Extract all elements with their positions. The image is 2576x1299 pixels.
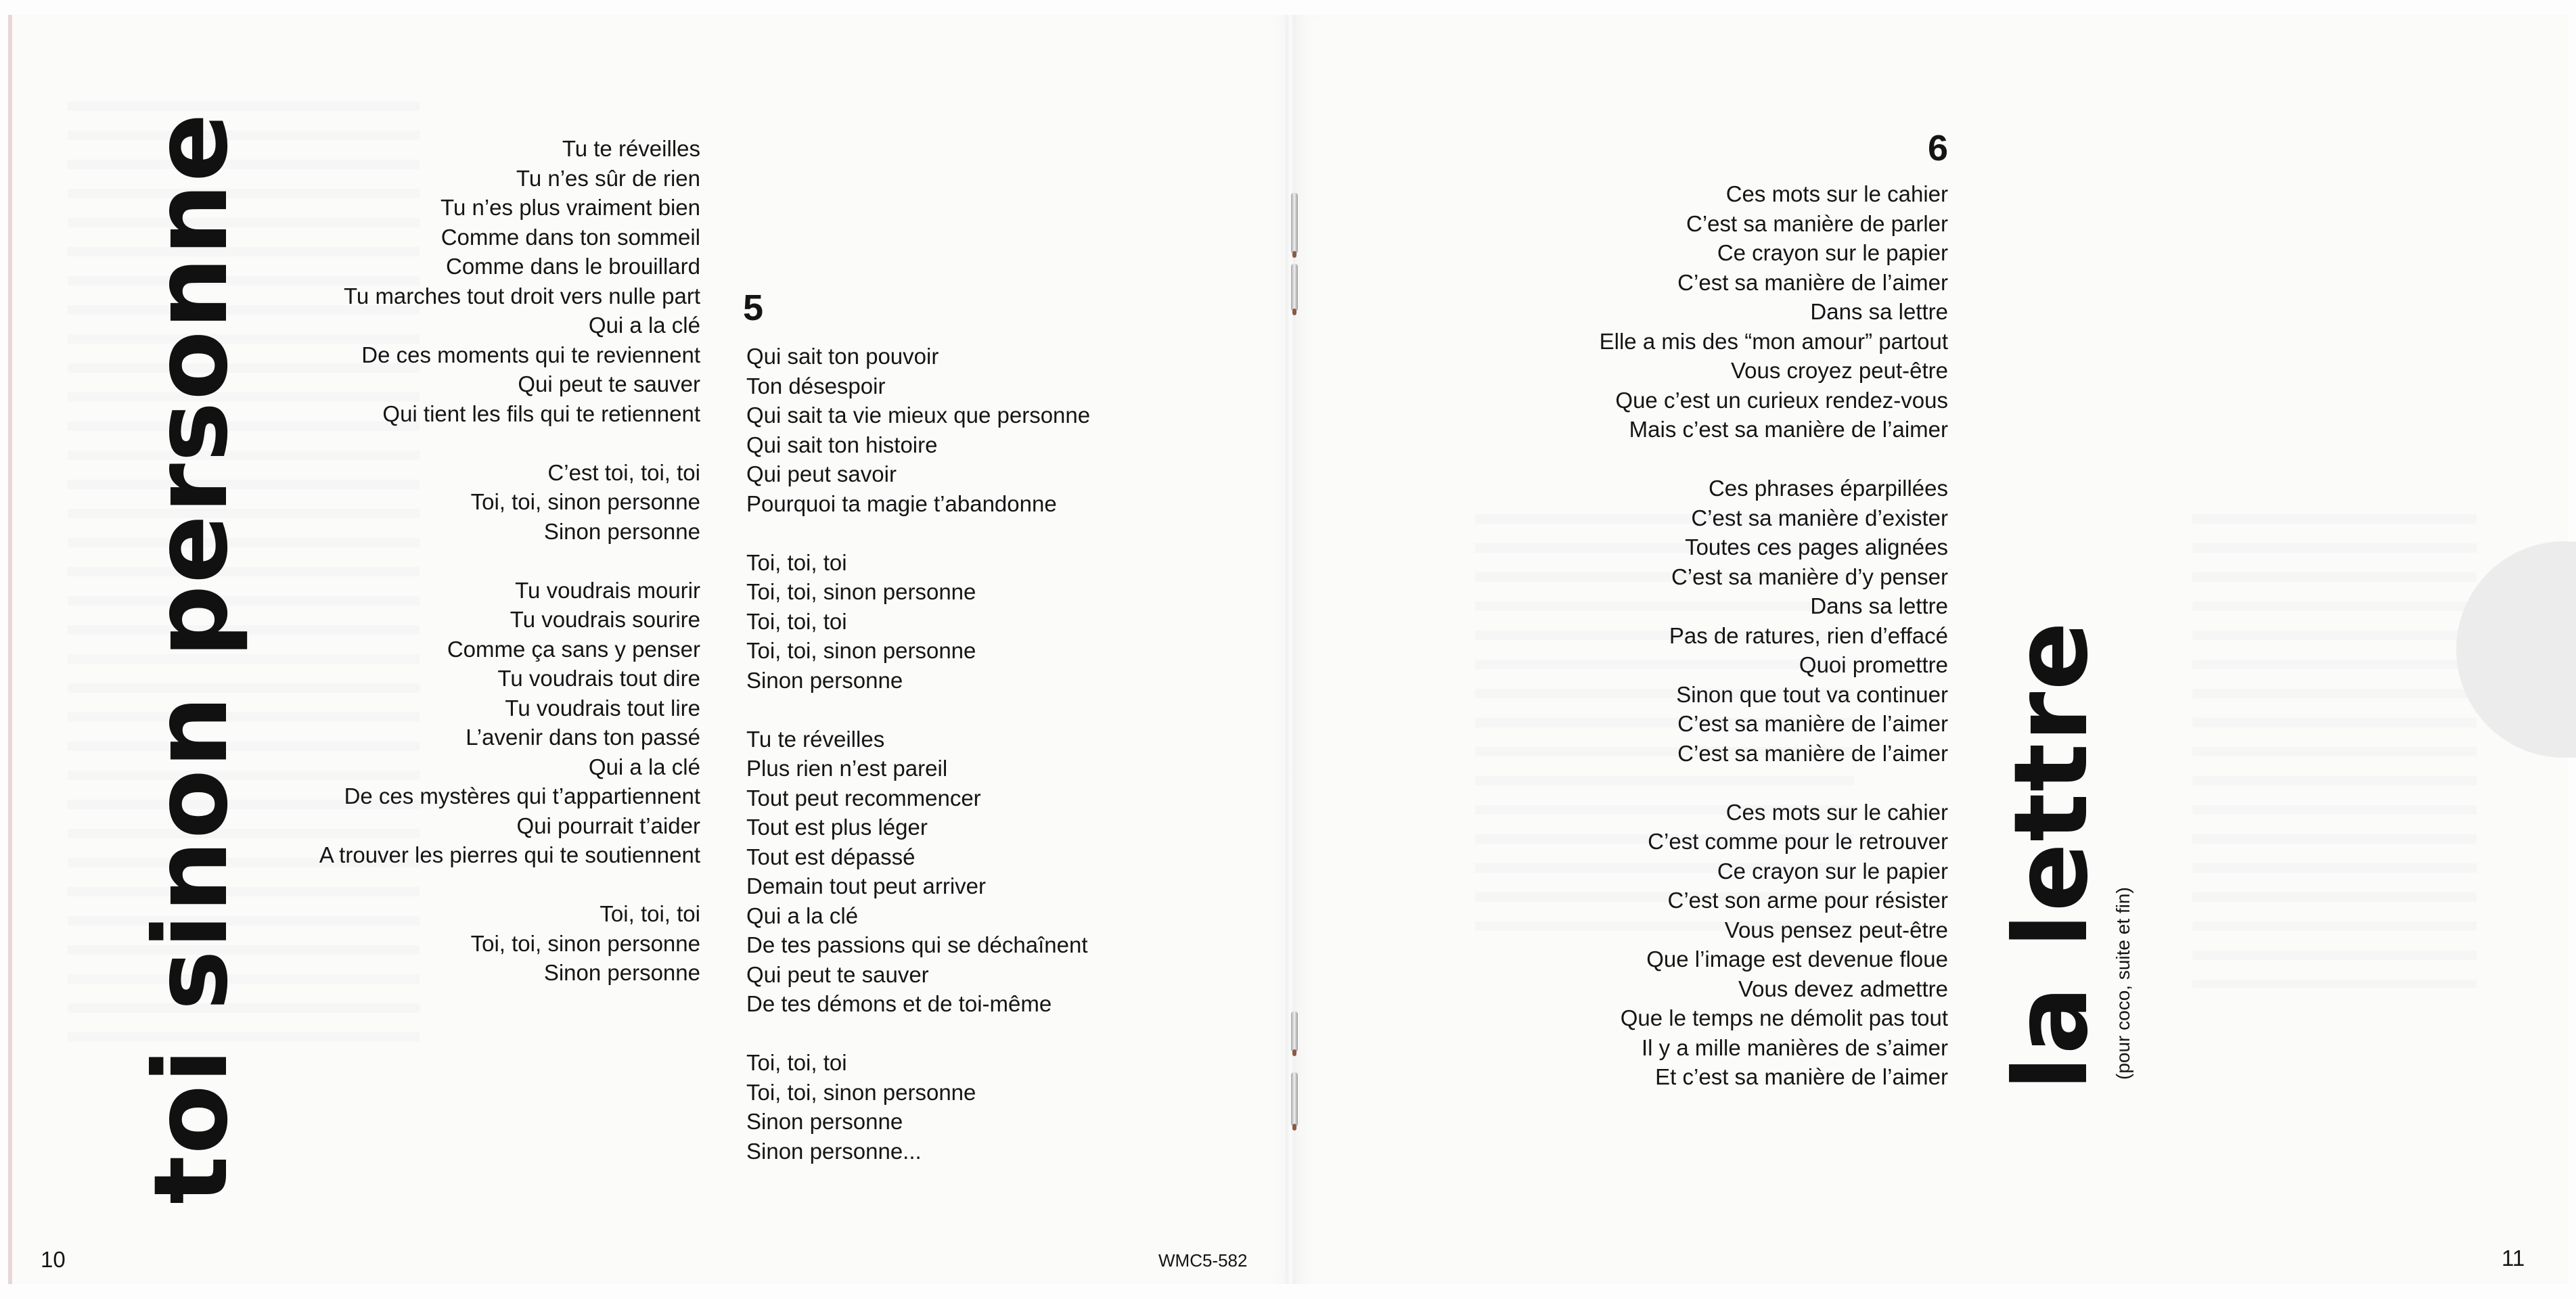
lyric-line: C’est sa manière de l’aimer — [1677, 269, 1948, 295]
stanza-break — [746, 1019, 1090, 1049]
staple-bottom — [1291, 1011, 1298, 1052]
lyric-line: Pas de ratures, rien d’effacé — [1669, 622, 1948, 648]
lyric-line: Ce crayon sur le papier — [1717, 858, 1948, 884]
lyric-line: Tu n’es plus vraiment bien — [440, 195, 700, 220]
stanza-break — [319, 546, 700, 576]
lyric-line: Vous croyez peut-être — [1730, 358, 1948, 383]
lyric-line: Toi, toi, toi — [746, 1050, 847, 1075]
lyrics-column-1 — [319, 134, 700, 988]
lyric-line: Sinon personne — [746, 1109, 903, 1134]
lyric-line: Comme dans le brouillard — [445, 254, 700, 279]
song-title-right: la lettre — [1993, 620, 2110, 1091]
lyric-line: Dans sa lettre — [1810, 593, 1948, 618]
lyric-line: Que c’est un curieux rendez-vous — [1615, 387, 1948, 413]
lyric-line: Tu voudrais tout lire — [505, 695, 700, 721]
lyric-line: Toi, toi, toi — [746, 549, 847, 575]
lyric-line: Tu voudrais sourire — [510, 607, 700, 632]
lyric-line: Qui sait ton histoire — [746, 432, 938, 457]
lyric-line: Que le temps ne démolit pas tout — [1620, 1005, 1948, 1030]
lyric-line: Sinon personne — [543, 518, 700, 544]
stanza-break — [746, 518, 1090, 548]
lyric-line: Tu te réveilles — [562, 136, 700, 161]
lyric-line: Tout est dépassé — [746, 844, 916, 869]
stanza-break — [319, 428, 700, 458]
lyric-line: C’est son arme pour résister — [1667, 888, 1948, 913]
lyric-line: C’est sa manière de l’aimer — [1677, 711, 1948, 736]
lyric-line: Plus rien n’est pareil — [746, 756, 948, 781]
lyric-line: Elle a mis des “mon amour” partout — [1599, 328, 1948, 354]
lyric-line: Mais c’est sa manière de l’aimer — [1629, 417, 1948, 442]
lyric-line: Tu marches tout droit vers nulle part — [343, 283, 700, 309]
lyric-line: Comme dans ton sommeil — [440, 224, 700, 250]
staple-bottom-lower — [1291, 1072, 1298, 1126]
lyric-line: Toi, toi, sinon personne — [746, 1079, 976, 1105]
lyric-line: Ce crayon sur le papier — [1717, 240, 1948, 265]
page-number-right: 11 — [2502, 1246, 2525, 1271]
show-through-text — [2192, 514, 2477, 988]
lyric-line: Qui pourrait t’aider — [516, 813, 700, 838]
lyric-line: Tu voudrais mourir — [515, 577, 700, 603]
song-subtitle: (pour coco, suite et fin) — [2112, 887, 2133, 1080]
page-number-left: 10 — [41, 1247, 66, 1272]
lyric-line: De tes passions qui se déchaînent — [746, 932, 1088, 957]
staple-top-lower — [1291, 264, 1298, 311]
lyric-line: Tu n’es sûr de rien — [516, 165, 700, 191]
lyric-line: C’est toi, toi, toi — [547, 459, 700, 485]
lyric-line: Quoi promettre — [1799, 652, 1948, 677]
lyric-line: Qui a la clé — [746, 903, 859, 928]
lyric-line: Ton désespoir — [746, 373, 886, 398]
lyric-line: De ces mystères qui t’appartiennent — [344, 783, 700, 808]
lyric-line: Qui peut te sauver — [746, 961, 929, 987]
lyric-line: Qui tient les fils qui te retiennent — [382, 401, 700, 426]
song-number-6: 6 — [1927, 128, 1948, 168]
lyric-line: Que l’image est devenue floue — [1646, 947, 1948, 972]
lyric-line: C’est sa manière de parler — [1686, 210, 1948, 236]
lyric-line: Tu voudrais tout dire — [497, 666, 700, 691]
lyric-line: Qui peut savoir — [746, 461, 897, 486]
stanza-break — [319, 870, 700, 900]
lyric-line: Toi, toi, toi — [746, 608, 847, 634]
lyric-line: Qui sait ton pouvoir — [746, 344, 939, 369]
lyric-line: C’est sa manière d’exister — [1691, 505, 1948, 530]
lyric-line: C’est comme pour le retrouver — [1648, 829, 1948, 854]
lyric-line: Il y a mille manières de s’aimer — [1642, 1034, 1948, 1060]
lyric-line: Sinon personne — [543, 960, 700, 985]
lyric-line: Vous pensez peut-être — [1724, 917, 1948, 942]
lyric-line: Dans sa lettre — [1810, 299, 1948, 324]
lyric-line: Comme ça sans y penser — [447, 636, 700, 662]
lyric-line: Tout peut recommencer — [746, 785, 981, 811]
lyric-line: Sinon personne — [746, 667, 903, 693]
lyric-line: Qui sait ta vie mieux que personne — [746, 403, 1091, 428]
lyric-line: Toi, toi, sinon personne — [470, 489, 700, 514]
lyric-line: Tout est plus léger — [746, 815, 928, 840]
lyric-line: Toi, toi, sinon personne — [746, 638, 976, 663]
lyric-line: Tu te réveilles — [746, 726, 885, 752]
song-title-left: toi sinon personne — [133, 112, 250, 1204]
stanza-break — [1600, 445, 1948, 474]
lyric-line: Ces phrases éparpillées — [1708, 476, 1948, 501]
lyric-line: Toi, toi, sinon personne — [746, 579, 976, 604]
lyric-line: Toi, toi, toi — [600, 901, 700, 926]
lyric-line: Sinon personne... — [746, 1138, 922, 1164]
lyrics-column-2 — [746, 342, 1090, 1166]
lyric-line: Ces mots sur le cahier — [1725, 799, 1948, 825]
lyric-line: Et c’est sa manière de l’aimer — [1655, 1064, 1948, 1089]
lyric-line: Toutes ces pages alignées — [1685, 534, 1948, 560]
song-number-5: 5 — [743, 288, 764, 328]
lyric-line: Vous devez admettre — [1738, 976, 1948, 1001]
lyric-line: L’avenir dans ton passé — [466, 725, 700, 750]
lyric-line: Pourquoi ta magie t’abandonne — [746, 491, 1057, 516]
lyrics-column-3 — [1600, 179, 1948, 1092]
catalog-number: WMC5-582 — [1158, 1250, 1248, 1271]
lyric-line: Ces mots sur le cahier — [1725, 181, 1948, 206]
lyric-line: Qui peut te sauver — [518, 371, 700, 396]
lyric-line: A trouver les pierres qui te soutiennent — [319, 842, 700, 867]
staple-top — [1291, 193, 1298, 254]
lyric-line: C’est sa manière d’y penser — [1671, 564, 1948, 589]
lyric-line: Toi, toi, sinon personne — [470, 930, 700, 956]
lyric-line: C’est sa manière de l’aimer — [1677, 740, 1948, 766]
lyric-line: Sinon que tout va continuer — [1676, 681, 1948, 707]
lyric-line: Demain tout peut arriver — [746, 873, 986, 898]
stanza-break — [746, 695, 1090, 725]
lyric-line: De ces moments qui te reviennent — [361, 342, 700, 367]
stanza-break — [1600, 768, 1948, 798]
lyric-line: Qui a la clé — [588, 313, 700, 338]
lyric-line: Qui a la clé — [588, 754, 700, 779]
lyric-line: De tes démons et de toi-même — [746, 991, 1052, 1016]
